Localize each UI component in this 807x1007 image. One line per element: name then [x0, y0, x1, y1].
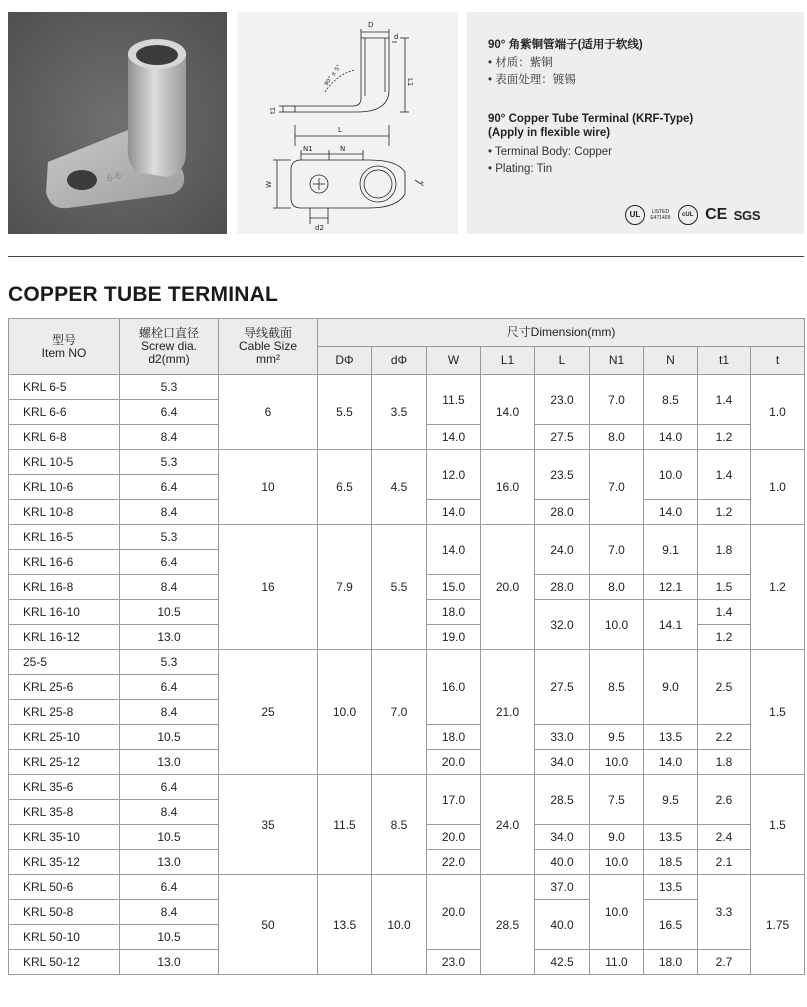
screw-dia: 10.5 — [120, 725, 219, 750]
spec-title-en-1: 90° Copper Tube Terminal (KRF-Type) — [488, 113, 694, 125]
dim-D: 13.5 — [318, 875, 372, 975]
dim-t1: 1.4 — [698, 450, 751, 500]
screw-dia: 8.4 — [120, 575, 219, 600]
header-item-no: 型号 Item NO — [9, 319, 120, 375]
header-col-N: N — [644, 347, 698, 375]
header-screw-dia: 螺栓口直径 Screw dia. d2(mm) — [120, 319, 219, 375]
table-row — [9, 775, 805, 800]
dim-t1: 3.3 — [698, 875, 751, 950]
dim-D: 7.9 — [318, 525, 372, 650]
svg-text:6-6: 6-6 — [105, 170, 123, 185]
dim-L: 28.5 — [535, 775, 590, 825]
label-W: W — [265, 181, 273, 188]
dim-d: 7.0 — [372, 650, 427, 775]
section-divider — [8, 256, 804, 257]
screw-dia: 13.0 — [120, 950, 219, 975]
dim-W: 14.0 — [427, 500, 481, 525]
dim-L: 24.0 — [535, 525, 590, 575]
label-L1: L1 — [406, 78, 414, 87]
dim-L: 33.0 — [535, 725, 590, 750]
dim-t: 1.5 — [751, 775, 805, 875]
dim-t1: 2.2 — [698, 725, 751, 750]
dim-L: 28.0 — [535, 500, 590, 525]
page-title: COPPER TUBE TERMINAL — [8, 283, 279, 306]
dim-L: 37.0 — [535, 875, 590, 900]
screw-dia: 8.4 — [120, 900, 219, 925]
dim-W: 22.0 — [427, 850, 481, 875]
screw-dia: 8.4 — [120, 800, 219, 825]
dim-L: 32.0 — [535, 600, 590, 650]
screw-dia: 8.4 — [120, 700, 219, 725]
dimension-drawing-svg — [237, 12, 458, 234]
header-col-t: t — [751, 347, 805, 375]
dim-L: 23.0 — [535, 375, 590, 425]
dim-L1: 14.0 — [481, 375, 535, 450]
spec-plating-zh: • 表面处理：镀锡 — [488, 74, 576, 86]
dim-W: 23.0 — [427, 950, 481, 975]
dim-L: 40.0 — [535, 900, 590, 950]
dim-N1: 7.5 — [590, 775, 644, 825]
dim-W: 11.5 — [427, 375, 481, 425]
label-t1: t1 — [269, 106, 277, 114]
dim-t1: 1.2 — [698, 425, 751, 450]
item-no: KRL 25-8 — [9, 700, 120, 725]
dim-L1: 16.0 — [481, 450, 535, 525]
dim-t1: 1.4 — [698, 375, 751, 425]
header-col-W: W — [427, 347, 481, 375]
dim-W: 18.0 — [427, 725, 481, 750]
dim-N1: 11.0 — [590, 950, 644, 975]
dim-t: 1.75 — [751, 875, 805, 975]
dim-t: 1.5 — [751, 650, 805, 775]
dim-t1: 1.2 — [698, 500, 751, 525]
screw-dia: 6.4 — [120, 875, 219, 900]
cable-size: 35 — [219, 775, 318, 875]
dim-W: 16.0 — [427, 650, 481, 725]
header-col-N1: N1 — [590, 347, 644, 375]
product-photo — [8, 12, 227, 234]
screw-dia: 5.3 — [120, 375, 219, 400]
item-no: KRL 50-8 — [9, 900, 120, 925]
dim-N: 18.5 — [644, 850, 698, 875]
dim-D: 11.5 — [318, 775, 372, 875]
dim-W: 20.0 — [427, 825, 481, 850]
header-cable-size: 导线截面 Cable Size mm² — [219, 319, 318, 375]
dim-N1: 10.0 — [590, 850, 644, 875]
item-no: 25-5 — [9, 650, 120, 675]
item-no: KRL 35-10 — [9, 825, 120, 850]
dim-N: 9.1 — [644, 525, 698, 575]
dim-L1: 28.5 — [481, 875, 535, 975]
dim-N: 10.0 — [644, 450, 698, 500]
screw-dia: 6.4 — [120, 400, 219, 425]
screw-dia: 13.0 — [120, 750, 219, 775]
dim-N: 14.0 — [644, 500, 698, 525]
header-col-L: L — [535, 347, 590, 375]
dim-t1: 2.7 — [698, 950, 751, 975]
dim-L1: 24.0 — [481, 775, 535, 875]
item-no: KRL 6-6 — [9, 400, 120, 425]
table-row — [9, 650, 805, 675]
dim-N1: 7.0 — [590, 375, 644, 425]
label-angle: 90° ± 5° — [323, 63, 343, 88]
cul-logo-icon: cUL — [678, 205, 698, 225]
dim-N: 13.5 — [644, 725, 698, 750]
label-D: D — [368, 21, 374, 29]
dim-d: 5.5 — [372, 525, 427, 650]
label-d: d — [394, 33, 399, 41]
dim-L: 34.0 — [535, 825, 590, 850]
listed-label: LISTED E471409 — [650, 209, 671, 221]
item-no: KRL 16-8 — [9, 575, 120, 600]
terminal-photo-illustration — [8, 12, 227, 234]
header-col-t1: t1 — [698, 347, 751, 375]
dim-t1: 2.5 — [698, 650, 751, 725]
item-no: KRL 16-5 — [9, 525, 120, 550]
table-row — [9, 450, 805, 475]
item-no: KRL 35-6 — [9, 775, 120, 800]
dim-L: 42.5 — [535, 950, 590, 975]
table-row — [9, 525, 805, 550]
dim-W: 14.0 — [427, 525, 481, 575]
dim-W: 15.0 — [427, 575, 481, 600]
dim-N: 9.5 — [644, 775, 698, 825]
dim-N1: 8.5 — [590, 650, 644, 725]
dim-N: 18.0 — [644, 950, 698, 975]
dim-L: 34.0 — [535, 750, 590, 775]
dim-t1: 1.8 — [698, 750, 751, 775]
dim-N: 9.0 — [644, 650, 698, 725]
dim-D: 6.5 — [318, 450, 372, 525]
item-no: KRL 6-8 — [9, 425, 120, 450]
dim-N1: 7.0 — [590, 525, 644, 575]
label-N: N — [340, 145, 346, 153]
screw-dia: 5.3 — [120, 450, 219, 475]
screw-dia: 10.5 — [120, 600, 219, 625]
screw-dia: 6.4 — [120, 475, 219, 500]
dim-d: 10.0 — [372, 875, 427, 975]
spec-plating-en: • Plating: Tin — [488, 163, 553, 175]
dim-t1: 2.4 — [698, 825, 751, 850]
header-col-D: DΦ — [318, 347, 372, 375]
screw-dia: 5.3 — [120, 650, 219, 675]
dim-N: 14.0 — [644, 425, 698, 450]
dim-N1: 10.0 — [590, 750, 644, 775]
dim-W: 18.0 — [427, 600, 481, 625]
dim-L1: 20.0 — [481, 525, 535, 650]
dim-L: 27.5 — [535, 425, 590, 450]
label-N1: N1 — [303, 145, 313, 153]
dim-t1: 2.1 — [698, 850, 751, 875]
table-row — [9, 875, 805, 900]
item-no: KRL 10-6 — [9, 475, 120, 500]
dim-L: 23.5 — [535, 450, 590, 500]
dim-L: 28.0 — [535, 575, 590, 600]
dim-L: 27.5 — [535, 650, 590, 725]
screw-dia: 13.0 — [120, 625, 219, 650]
dim-N: 13.5 — [644, 875, 698, 900]
item-no: KRL 25-10 — [9, 725, 120, 750]
dim-d: 8.5 — [372, 775, 427, 875]
technical-drawing — [237, 12, 458, 234]
item-no: KRL 50-10 — [9, 925, 120, 950]
dim-N1: 9.5 — [590, 725, 644, 750]
item-no: KRL 16-12 — [9, 625, 120, 650]
spec-title-zh: 90° 角紫铜管端子(适用于软线) — [488, 39, 643, 51]
spec-body-en: • Terminal Body: Copper — [488, 146, 612, 158]
certification-logos — [625, 205, 760, 225]
cable-size: 10 — [219, 450, 318, 525]
dim-t1: 2.6 — [698, 775, 751, 825]
dim-W: 20.0 — [427, 875, 481, 950]
header-dimension: 尺寸Dimension(mm) — [318, 319, 805, 347]
screw-dia: 6.4 — [120, 775, 219, 800]
dim-N: 14.0 — [644, 750, 698, 775]
item-no: KRL 16-6 — [9, 550, 120, 575]
spec-panel — [467, 12, 804, 234]
label-t: t — [421, 180, 424, 188]
dim-t1: 1.8 — [698, 525, 751, 575]
dim-L: 40.0 — [535, 850, 590, 875]
dim-D: 5.5 — [318, 375, 372, 450]
dim-N1: 9.0 — [590, 825, 644, 850]
dim-N1: 7.0 — [590, 450, 644, 525]
cable-size: 50 — [219, 875, 318, 975]
dim-d: 4.5 — [372, 450, 427, 525]
dim-N1: 8.0 — [590, 425, 644, 450]
table-row — [9, 375, 805, 400]
cable-size: 25 — [219, 650, 318, 775]
item-no: KRL 25-12 — [9, 750, 120, 775]
dim-D: 10.0 — [318, 650, 372, 775]
dim-N: 8.5 — [644, 375, 698, 425]
header-col-d: dΦ — [372, 347, 427, 375]
item-no: KRL 16-10 — [9, 600, 120, 625]
item-no: KRL 10-5 — [9, 450, 120, 475]
item-no: KRL 50-12 — [9, 950, 120, 975]
screw-dia: 10.5 — [120, 825, 219, 850]
screw-dia: 10.5 — [120, 925, 219, 950]
spec-table-body — [9, 375, 805, 975]
screw-dia: 5.3 — [120, 525, 219, 550]
item-no: KRL 6-5 — [9, 375, 120, 400]
dim-W: 14.0 — [427, 425, 481, 450]
dim-W: 20.0 — [427, 750, 481, 775]
sgs-logo-icon: SGS — [733, 207, 761, 223]
dim-N1: 10.0 — [590, 600, 644, 650]
item-no: KRL 10-8 — [9, 500, 120, 525]
item-no: KRL 25-6 — [9, 675, 120, 700]
dim-L1: 21.0 — [481, 650, 535, 775]
screw-dia: 13.0 — [120, 850, 219, 875]
dim-t1: 1.4 — [698, 600, 751, 625]
dim-N1: 8.0 — [590, 575, 644, 600]
item-no: KRL 35-8 — [9, 800, 120, 825]
dim-W: 17.0 — [427, 775, 481, 825]
label-d2: d2 — [315, 224, 324, 232]
dim-t: 1.0 — [751, 450, 805, 525]
dim-N1: 10.0 — [590, 875, 644, 950]
label-L: L — [338, 126, 342, 134]
dim-t1: 1.5 — [698, 575, 751, 600]
dim-W: 19.0 — [427, 625, 481, 650]
dim-t1: 1.2 — [698, 625, 751, 650]
dim-W: 12.0 — [427, 450, 481, 500]
screw-dia: 6.4 — [120, 675, 219, 700]
dim-N: 14.1 — [644, 600, 698, 650]
cable-size: 16 — [219, 525, 318, 650]
dim-t: 1.0 — [751, 375, 805, 450]
item-no: KRL 35-12 — [9, 850, 120, 875]
screw-dia: 8.4 — [120, 500, 219, 525]
dim-d: 3.5 — [372, 375, 427, 450]
spec-title-en-2: (Apply in flexible wire) — [488, 127, 611, 139]
screw-dia: 8.4 — [120, 425, 219, 450]
item-no: KRL 50-6 — [9, 875, 120, 900]
ce-logo-icon: CE — [705, 206, 728, 223]
dim-N: 13.5 — [644, 825, 698, 850]
dim-N: 16.5 — [644, 900, 698, 950]
screw-dia: 6.4 — [120, 550, 219, 575]
header-col-L1: L1 — [481, 347, 535, 375]
spec-material-zh: • 材质：紫铜 — [488, 57, 553, 69]
spec-table — [8, 318, 805, 975]
cable-size: 6 — [219, 375, 318, 450]
ul-logo-icon: UL — [625, 205, 645, 225]
dim-N: 12.1 — [644, 575, 698, 600]
dim-t: 1.2 — [751, 525, 805, 650]
